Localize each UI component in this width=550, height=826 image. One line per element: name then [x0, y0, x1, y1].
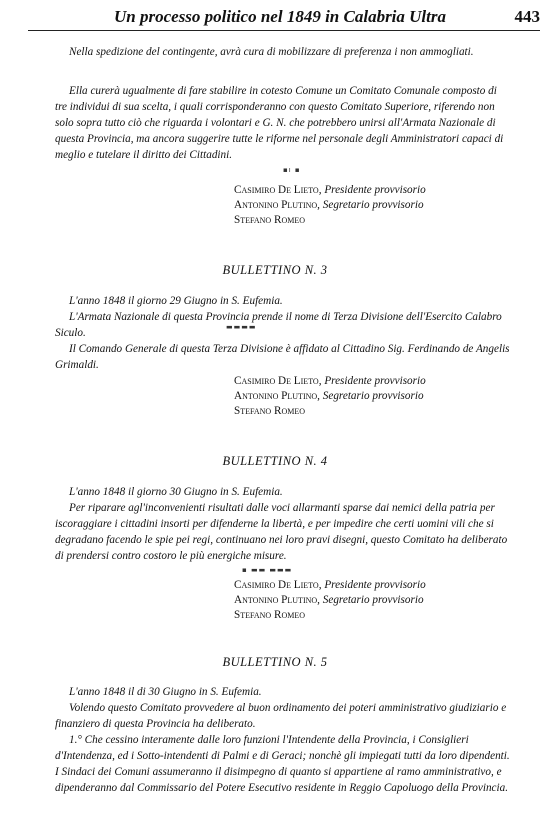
paragraph: Il Comando Generale di questa Terza Divisione è affidato al Cittadino Sig. Ferdinando de Angelis Grimaldi.	[55, 343, 510, 371]
signature-line	[234, 404, 534, 419]
paragraph: L'anno 1848 il giorno 29 Giugno in S. Eufemia.	[69, 295, 283, 307]
signatory-name: Stefano Romeo	[234, 405, 305, 417]
signature-line	[234, 198, 534, 213]
signature-line	[234, 389, 534, 404]
bulletin-heading: BULLETTINO N. 3	[222, 263, 328, 277]
signature-block	[234, 183, 534, 228]
signatory-name: Stefano Romeo	[234, 214, 305, 226]
paragraph: L'Armata Nazionale di questa Provincia prende il nome di Terza Divisione dell'Esercito Calabro Siculo.	[55, 311, 502, 339]
signature-block	[234, 374, 534, 419]
signature-line	[234, 374, 534, 389]
running-title: Un processo politico nel 1849 in Calabria Ultra	[114, 7, 446, 26]
bulletin-heading: BULLETTINO N. 4	[222, 454, 328, 468]
signatory-role: , Segretario provvisorio	[317, 199, 424, 211]
paragraph: L'anno 1848 il giorno 30 Giugno in S. Eufemia.	[69, 486, 283, 498]
paragraph: 1.° Che cessino interamente dalle loro funzioni l'Intendente della Provincia, i Consiglieri d'Intendenza, ed i Sotto-intendenti di Palmi e di Geraci; nonchè gli impiegati tutti da loro dipendenti. I Sindaci dei Comuni assumeranno il disimpegno di quanto si appartiene al ramo amministrativo, e dipenderanno dal Commissario del Potere Esecutivo residente in Reggio Capoluogo della Provincia.	[55, 734, 510, 794]
paragraph: L'anno 1848 il di 30 Giugno in S. Eufemia.	[69, 686, 262, 698]
page-number: 443	[514, 7, 540, 26]
paragraph: Per riparare agl'inconvenienti risultati dalle voci allarmanti sparse dai nemici della patria per iscoraggiare i cittadini insorti per difenderne la libertà, e per impedire che certi uomini vili che si degradano facendo le spie pei regi, continuano nei loro pravi disegni, questo Comitato ha deliberato di prendersi contro costoro le più energiche misure.	[55, 502, 508, 562]
print-smudge: ▪ ▬▬ ▬▬▬	[242, 566, 293, 574]
signatory-name: Casimiro De Lieto	[234, 375, 319, 387]
signatory-name: Antonino Plutino	[234, 390, 318, 402]
paragraph: Nella spedizione del contingente, avrà cura di mobilizzare di preferenza i non ammogliati.	[69, 46, 474, 58]
signatory-role: , Segretario provvisorio	[317, 594, 424, 606]
signatory-role: , Segretario provvisorio	[317, 390, 424, 402]
signature-line	[234, 183, 534, 198]
signatory-name: Antonino Plutino	[234, 594, 318, 606]
signature-line	[234, 608, 534, 623]
signature-block	[234, 578, 534, 623]
signature-line	[234, 578, 534, 593]
signature-line	[234, 593, 534, 608]
signatory-role: , Presidente provvisorio	[318, 184, 426, 196]
signatory-name: Stefano Romeo	[234, 609, 305, 621]
paragraph: Volendo questo Comitato provvedere al buon ordinamento dei poteri amministrativo giudiziario e finanziero di questa Provincia ha deliberato.	[55, 702, 507, 730]
print-smudge: ▬▬▬▬	[226, 323, 257, 331]
signatory-name: Casimiro De Lieto	[234, 579, 319, 591]
paragraph: Ella curerà ugualmente di fare stabilire in cotesto Comune un Comitato Comunale composto di tre individui di sua scelta, i quali corrisponderanno con questo Comitato Superiore, riferendo non solo sopra tutto ciò che riguarda i volontari e G. N. che potrebbero unirsi all'Armata Nazionale di questa Provincia, ma ancora suggerire tutte le riforme nel personale degli Amministratori capaci di meglio e tutelare il diritto dei Cittadini.	[55, 85, 504, 161]
bulletin-heading: BULLETTINO N. 5	[222, 655, 328, 669]
signatory-name: Antonino Plutino	[234, 199, 318, 211]
print-smudge: ▪ı ▪	[283, 166, 301, 174]
signatory-role: , Presidente provvisorio	[318, 579, 426, 591]
signature-line	[234, 213, 534, 228]
signatory-name: Casimiro De Lieto	[234, 184, 319, 196]
signatory-role: , Presidente provvisorio	[318, 375, 426, 387]
running-header	[28, 4, 540, 31]
